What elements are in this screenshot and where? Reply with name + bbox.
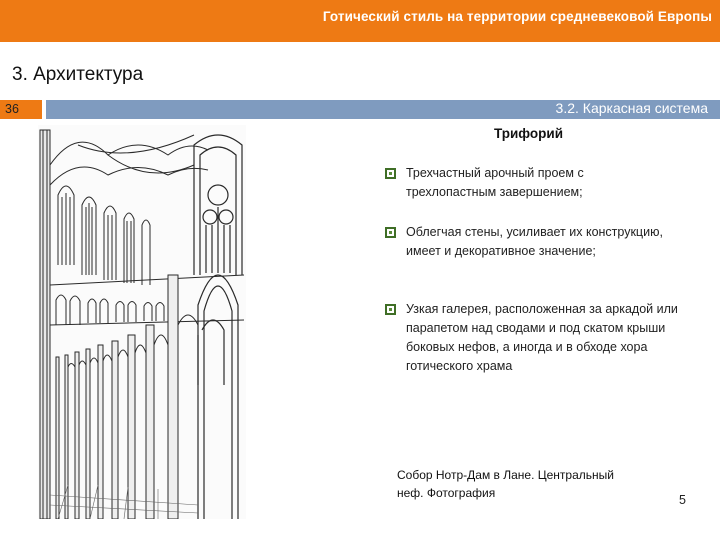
bullet-text: Трехчастный арочный проем с [406, 166, 584, 180]
bullet-text: Облегчая стены, усиливает их конструкцию, имеет и декоративное значение; [406, 225, 663, 258]
header-title: Готический стиль на территории средневековой Европы [322, 9, 712, 24]
cathedral-nave-illustration [38, 125, 246, 519]
header-bar [0, 0, 720, 42]
checkbox-bullet-icon [385, 227, 396, 238]
checkbox-bullet-icon [385, 168, 396, 179]
subtitle-text: 3.2. Каркасная система [555, 100, 708, 116]
bullet-item [385, 300, 685, 376]
checkbox-bullet-icon [385, 304, 396, 315]
bullet-item [385, 164, 685, 202]
bullet-item [385, 223, 685, 261]
page-number: 5 [679, 493, 686, 507]
section-title: 3. Архитектура [12, 64, 144, 85]
bullet-text: трехлопастным завершением; [406, 185, 583, 199]
bullet-text: Узкая галерея, расположенная за аркадой или парапетом над сводами и под скатом крыши боковых нефов, а иногда и в обходе хора готического храма [406, 302, 678, 373]
slide-number: 36 [5, 102, 19, 116]
photo-caption: Собор Нотр-Дам в Лане. Центральный неф. Фотография [397, 468, 614, 500]
subtitle-bar [46, 100, 720, 119]
slide-number-badge [0, 100, 42, 119]
section-heading: Трифорий [494, 126, 564, 141]
